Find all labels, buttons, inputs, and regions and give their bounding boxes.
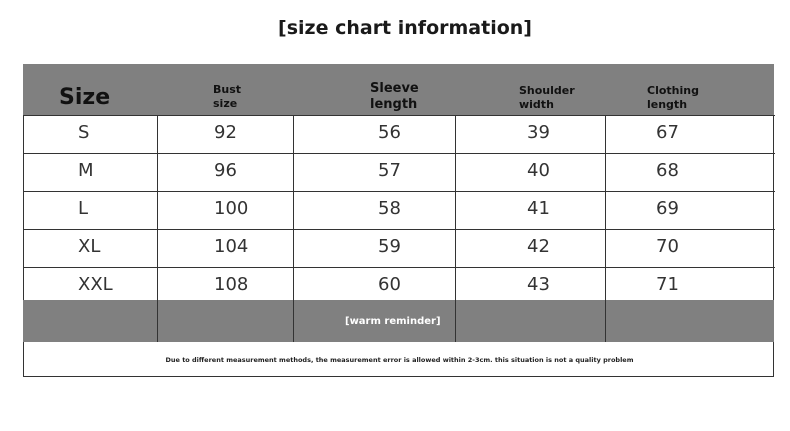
table-row	[24, 153, 775, 191]
page-title: [size chart information]	[278, 17, 532, 39]
header-sleeve	[370, 81, 419, 114]
warm-reminder-bar	[23, 300, 774, 342]
cell-shoulder: 39	[527, 122, 550, 143]
cell-bust: 100	[214, 198, 249, 219]
header-shoulder-line2: width	[519, 97, 554, 111]
cell-bust: 108	[214, 274, 249, 295]
cell-bust: 104	[214, 236, 249, 257]
column-divider	[293, 115, 294, 342]
cell-sleeve: 60	[378, 274, 401, 295]
column-divider	[605, 115, 606, 342]
cell-shoulder: 43	[527, 274, 550, 295]
cell-length: 71	[656, 274, 679, 295]
size-table	[23, 115, 774, 300]
cell-sleeve: 58	[378, 198, 401, 219]
header-bust	[213, 83, 241, 111]
header-shoulder-line1: Shoulder	[519, 84, 575, 97]
cell-sleeve: 56	[378, 122, 401, 143]
cell-length: 69	[656, 198, 679, 219]
header-sleeve-line1: Sleeve	[370, 81, 419, 96]
measurement-note: Due to different measurement methods, the measurement error is allowed within 2-3cm. this situation is not a quality problem	[165, 356, 634, 364]
cell-size: S	[78, 122, 90, 143]
cell-size: L	[78, 198, 89, 219]
header-clothing-line1: Clothing	[647, 84, 699, 97]
cell-sleeve: 57	[378, 160, 401, 181]
cell-sleeve: 59	[378, 236, 401, 257]
column-divider	[455, 115, 456, 342]
header-sleeve-line2: length	[370, 97, 418, 113]
table-row	[24, 115, 775, 153]
cell-shoulder: 42	[527, 236, 550, 257]
header-bust-line2: size	[213, 96, 238, 110]
header-clothing-line2: length	[647, 97, 688, 111]
cell-bust: 92	[214, 122, 237, 143]
table-row	[24, 191, 775, 229]
cell-bust: 96	[214, 160, 237, 181]
header-size: Size	[59, 85, 111, 110]
column-divider	[157, 115, 158, 342]
cell-size: XXL	[78, 274, 113, 295]
cell-size: XL	[78, 236, 101, 257]
cell-length: 67	[656, 122, 679, 143]
cell-size: M	[78, 160, 94, 181]
cell-length: 68	[656, 160, 679, 181]
measurement-note-box	[23, 342, 774, 377]
table-header	[23, 64, 774, 115]
header-bust-line1: Bust	[213, 83, 242, 96]
cell-shoulder: 40	[527, 160, 550, 181]
header-clothing	[647, 84, 699, 112]
header-shoulder	[519, 84, 575, 112]
cell-length: 70	[656, 236, 679, 257]
cell-shoulder: 41	[527, 198, 550, 219]
table-row	[24, 267, 775, 300]
warm-reminder-label: [warm reminder]	[345, 316, 441, 327]
table-row	[24, 229, 775, 267]
